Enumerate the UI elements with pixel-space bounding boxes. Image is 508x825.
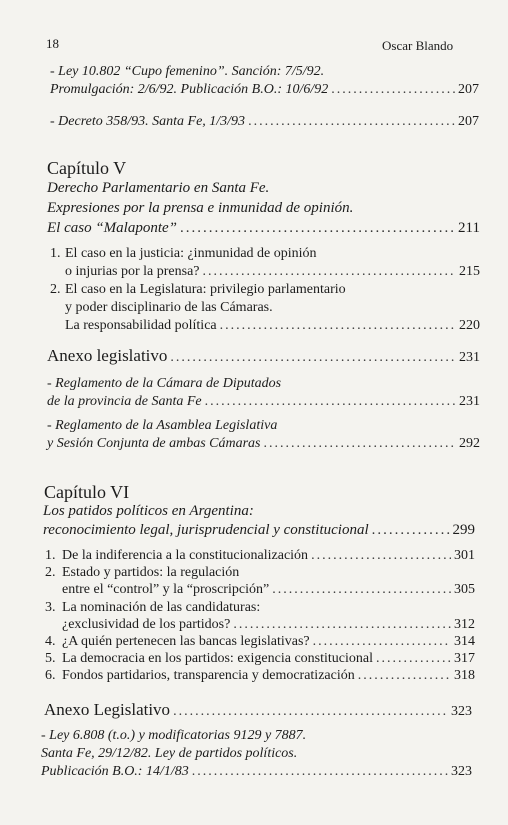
chapter-heading: Capítulo VI xyxy=(44,482,130,502)
toc-item xyxy=(62,600,475,634)
subtitle-line: Derecho Parlamentario en Santa Fe. xyxy=(47,180,270,196)
item-line: El caso en la Legislatura: privilegio parlamentario xyxy=(65,282,346,297)
item-line: El caso en la justicia: ¿inmunidad de opinión xyxy=(65,246,317,261)
toc-item xyxy=(65,246,480,282)
toc-item xyxy=(62,548,475,566)
dot-leader xyxy=(180,220,455,236)
item-line: Fondos partidarios, transparencia y democratización xyxy=(62,668,355,683)
dot-leader xyxy=(272,582,451,598)
annex-entry xyxy=(47,376,480,412)
annex-title: Anexo legislativo xyxy=(47,346,168,365)
item-number: 6. xyxy=(45,668,56,683)
dot-leader xyxy=(248,114,455,130)
dot-leader xyxy=(220,318,456,334)
page-ref: 207 xyxy=(458,82,479,97)
subtitle-line: Expresiones por la prensa e inmunidad de opinión. xyxy=(47,200,354,216)
item-number: 5. xyxy=(45,651,56,666)
page-ref: 318 xyxy=(454,668,475,683)
page-ref: 207 xyxy=(458,114,479,129)
page-ref: 231 xyxy=(459,394,480,409)
item-line: La responsabilidad política xyxy=(65,318,217,333)
entry-line: Santa Fe, 29/12/82. Ley de partidos políticos. xyxy=(41,746,298,761)
page-ref: 312 xyxy=(454,617,475,632)
page-ref: 211 xyxy=(458,220,480,236)
toc-entry-decreto-358 xyxy=(50,114,479,132)
dot-leader xyxy=(233,617,451,633)
page-ref: 323 xyxy=(451,764,472,779)
dot-leader xyxy=(372,522,450,538)
item-number: 1. xyxy=(50,246,61,261)
dot-leader xyxy=(376,651,451,667)
toc-item xyxy=(62,565,475,599)
page-ref: 314 xyxy=(454,634,475,649)
running-header-author: Oscar Blando xyxy=(382,38,454,53)
item-line: y poder disciplinario de las Cámaras. xyxy=(65,300,273,315)
page-ref: 299 xyxy=(452,522,475,538)
toc-entry-ley-10802 xyxy=(50,64,479,100)
dot-leader xyxy=(205,394,456,410)
item-line: La democracia en los partidos: exigencia constitucional xyxy=(62,651,373,666)
subtitle-line: Los patidos políticos en Argentina: xyxy=(43,503,254,519)
item-line: o injurias por la prensa? xyxy=(65,264,200,279)
chapter-subtitle xyxy=(43,503,475,543)
page-ref: 231 xyxy=(459,350,480,365)
page-ref: 305 xyxy=(454,582,475,597)
item-number: 4. xyxy=(45,634,56,649)
dot-leader xyxy=(313,634,451,650)
toc-item xyxy=(65,282,480,336)
dot-leader xyxy=(358,668,451,684)
item-line: entre el “control” y la “proscripción” xyxy=(62,582,270,597)
item-number: 2. xyxy=(50,282,61,297)
toc-item xyxy=(62,668,475,686)
entry-line: y Sesión Conjunta de ambas Cámaras xyxy=(47,436,261,451)
entry-line: Publicación B.O.: 14/1/83 xyxy=(41,764,189,779)
dot-leader xyxy=(264,436,457,452)
entry-line: - Reglamento de la Asamblea Legislativa xyxy=(47,418,278,433)
item-number: 2. xyxy=(45,565,56,580)
item-line: De la indiferencia a la constitucionalización xyxy=(62,548,309,563)
annex-heading xyxy=(44,700,472,722)
chapter-subtitle xyxy=(47,180,480,240)
annex-entry xyxy=(47,418,480,454)
dot-leader xyxy=(203,264,456,280)
page-ref: 215 xyxy=(459,264,480,279)
page-ref: 323 xyxy=(451,704,472,719)
entry-line: - Ley 6.808 (t.o.) y modificatorias 9129 y 7887. xyxy=(41,728,307,743)
page-ref: 317 xyxy=(454,651,475,666)
dot-leader xyxy=(173,702,448,722)
entry-line: Promulgación: 2/6/92. Publicación B.O.: 10/6/92 xyxy=(50,82,329,97)
entry-line: - Decreto 358/93. Santa Fe, 1/3/93 xyxy=(50,114,246,129)
dot-leader xyxy=(170,348,456,368)
page-ref: 301 xyxy=(454,548,475,563)
entry-line: de la provincia de Santa Fe xyxy=(47,394,202,409)
item-line: La nominación de las candidaturas: xyxy=(62,600,261,615)
annex-title: Anexo Legislativo xyxy=(44,700,171,719)
dot-leader xyxy=(192,764,448,780)
item-line: ¿exclusividad de los partidos? xyxy=(62,617,231,632)
chapter-heading: Capítulo V xyxy=(47,158,127,178)
annex-entry xyxy=(41,728,472,782)
toc-item xyxy=(62,651,475,669)
item-number: 3. xyxy=(45,600,56,615)
toc-item xyxy=(62,634,475,652)
dot-leader xyxy=(331,82,455,98)
page-number: 18 xyxy=(46,36,59,51)
page-ref: 292 xyxy=(459,436,480,451)
subtitle-line: El caso “Malaponte” xyxy=(47,220,177,236)
page-ref: 220 xyxy=(459,318,480,333)
entry-line: - Reglamento de la Cámara de Diputados xyxy=(47,376,282,391)
subtitle-line: reconocimiento legal, jurisprudencial y constitucional xyxy=(43,522,369,538)
entry-line: - Ley 10.802 “Cupo femenino”. Sanción: 7/5/92. xyxy=(50,64,325,79)
item-line: Estado y partidos: la regulación xyxy=(62,565,240,580)
item-line: ¿A quién pertenecen las bancas legislativas? xyxy=(62,634,310,649)
item-number: 1. xyxy=(45,548,56,563)
annex-heading xyxy=(47,346,480,368)
dot-leader xyxy=(311,548,451,564)
